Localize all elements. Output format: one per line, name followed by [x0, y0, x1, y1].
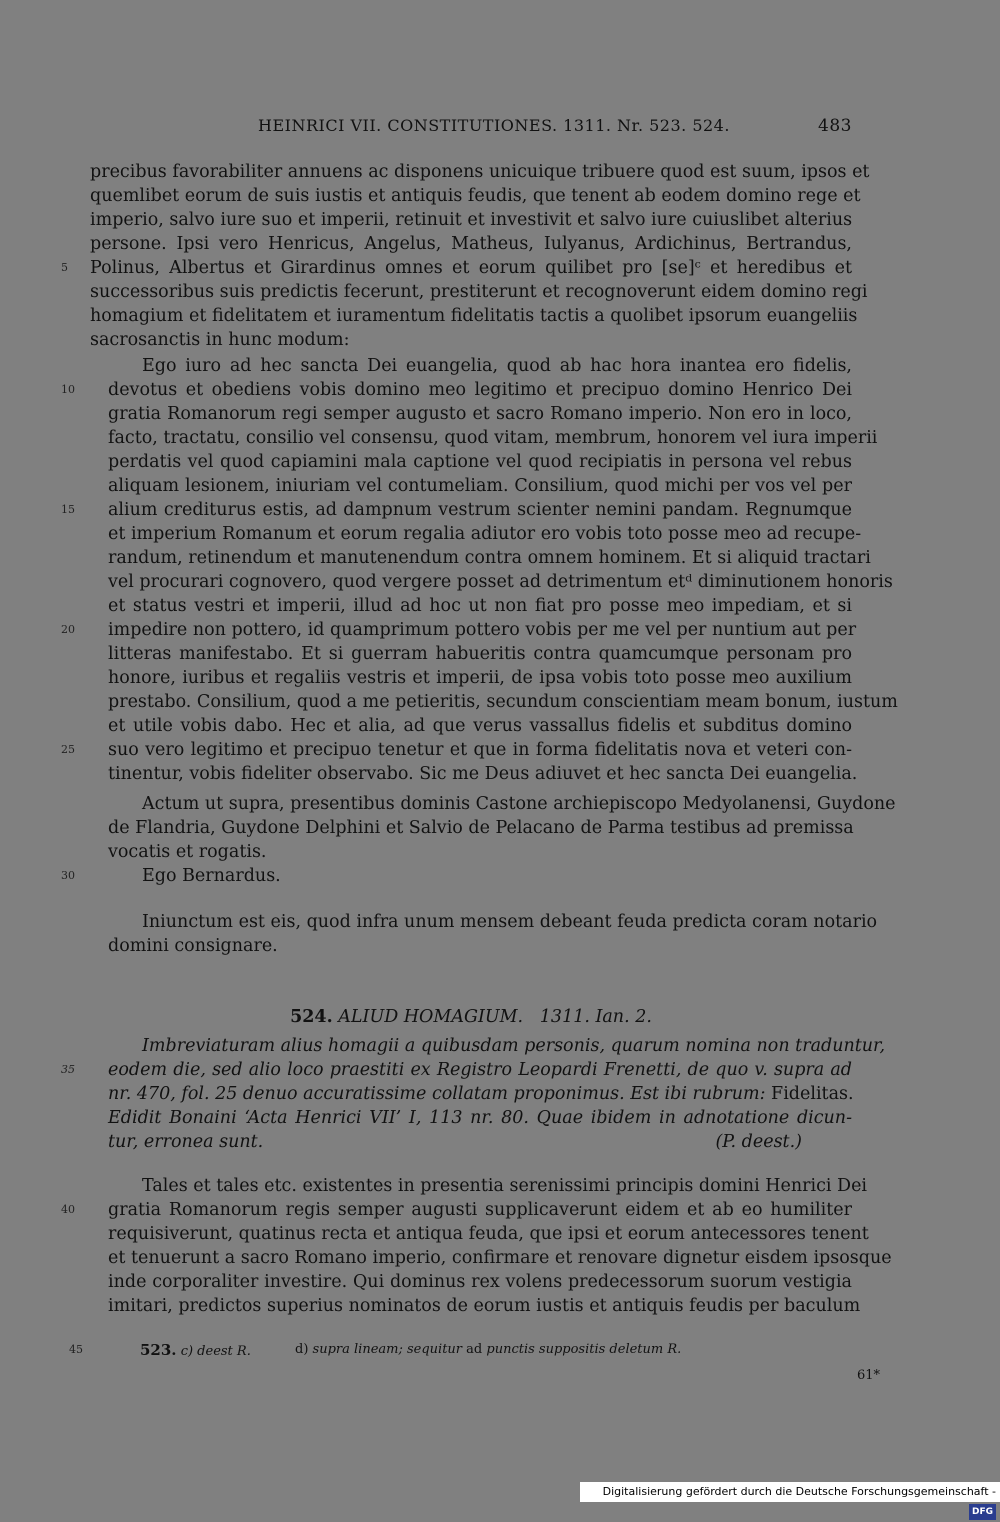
text-line	[108, 1222, 869, 1246]
running-header	[90, 116, 852, 146]
line-text: litteras manifestabo. Et si guerram habueritis contra quamcumque personam pro	[108, 644, 852, 664]
line-text: precibus favorabiliter annuens ac disponens unicuique tribuere quod est suum, ipsos et	[90, 162, 870, 182]
paragraph-homage-524	[61, 1174, 892, 1318]
rubrum-word: Fidelitas.	[765, 1084, 854, 1104]
text-line	[108, 594, 852, 618]
text-line	[108, 666, 852, 690]
page-number: 483	[818, 116, 852, 136]
editorial-introduction	[61, 1034, 886, 1154]
text-line	[108, 1034, 886, 1058]
footnote-c	[140, 1340, 251, 1362]
footnote-d-text-1: supra lineam; sequitur	[312, 1342, 463, 1357]
line-text: imitari, predictos superius nominatos de eorum iustis et antiquis feudis per baculum	[108, 1296, 861, 1316]
text-line	[61, 378, 852, 402]
line-text: imperio, salvo iure suo et imperii, retinuit et investivit et salvo iure cuiuslibet alterius	[90, 210, 853, 230]
text-line	[108, 1106, 852, 1130]
text-line	[108, 1270, 852, 1294]
text-line	[108, 1246, 892, 1270]
footnote-d-text-2: ad	[466, 1342, 483, 1357]
line-number: 15	[61, 503, 75, 516]
text-line	[90, 328, 852, 352]
text-line	[61, 738, 852, 762]
line-text: tur, erronea sunt.	[108, 1132, 264, 1152]
line-text: randum, retinendum et manutenendum contra omnem hominem. Et si aliquid tractari	[108, 548, 871, 568]
line-text: et utile vobis dabo. Hec et alia, ad que verus vassallus fidelis et subditus domino	[108, 716, 852, 736]
document-date: 1311. Ian. 2.	[539, 1007, 652, 1027]
line-text: facto, tractatu, consilio vel consensu, quod vitam, membrum, honorem vel iura imperii	[108, 428, 878, 448]
line-text: vocatis et rogatis.	[108, 842, 267, 862]
text-line	[108, 522, 862, 546]
line-text: suo vero legitimo et precipuo tenetur et que in forma fidelitatis nova et veteri con-	[108, 740, 852, 760]
line-text: gratia Romanorum regi semper augusto et sacro Romano imperio. Non ero in loco,	[108, 404, 852, 424]
text-line	[108, 910, 878, 934]
line-number: 25	[61, 743, 75, 756]
text-line	[108, 840, 852, 864]
line-number: 10	[61, 383, 75, 396]
text-line	[61, 864, 852, 888]
text-line	[108, 762, 858, 786]
line-text: impedire non pottero, id quamprimum pottero vobis per me vel per nuntium aut per	[108, 620, 857, 640]
text-line	[108, 354, 852, 378]
text-line	[61, 256, 852, 280]
dfg-footer-banner	[580, 1482, 1000, 1517]
line-text: Actum ut supra, presentibus dominis Castone archiepiscopo Medyolanensi, Guydone	[142, 794, 896, 814]
line-text: de Flandria, Guydone Delphini et Salvio de Pelacano de Parma testibus ad premissa	[108, 818, 854, 838]
line-text: et imperium Romanum et eorum regalia adiutor ero vobis toto posse meo ad recupe-	[108, 524, 862, 544]
text-line	[90, 160, 870, 184]
text-line	[61, 618, 857, 642]
line-text: gratia Romanorum regis semper augusti supplicaverunt eidem et ab eo humiliter	[108, 1200, 852, 1220]
line-text: devotus et obediens vobis domino meo legitimo et precipuo domino Henrico Dei	[108, 380, 852, 400]
line-text: honore, iuribus et regaliis vestris et imperii, de ipsa vobis toto posse meo auxilium	[108, 668, 852, 688]
line-text: Iniunctum est eis, quod infra unum mensem debeant feuda predicta coram notario	[142, 912, 878, 932]
line-text: aliquam lesionem, iniuriam vel contumeliam. Consilium, quod michi per vos vel per	[108, 476, 852, 496]
line-text: et status vestri et imperii, illud ad hoc ut non fiat pro posse meo impediam, et si	[108, 596, 852, 616]
line-text: tinentur, vobis fideliter observabo. Sic me Deus adiuvet et hec sancta Dei euangelia.	[108, 764, 858, 784]
text-line	[90, 184, 861, 208]
footnote-doc-ref: 523.	[140, 1341, 177, 1359]
line-text: domini consignare.	[108, 936, 278, 956]
line-text: nr. 470, fol. 25 denuo accuratissime collatam proponimus. Est ibi rubrum:	[108, 1084, 766, 1104]
running-title: HEINRICI VII. CONSTITUTIONES. 1311. Nr. 523. 524.	[258, 116, 730, 135]
line-text: Tales et tales etc. existentes in presentia serenissimi principis domini Henrici Dei	[142, 1176, 868, 1196]
line-number: 30	[61, 869, 75, 882]
actum-paragraph	[61, 792, 896, 888]
footnote-c-text: c) deest R.	[180, 1344, 251, 1359]
footnote-d-mark: d)	[295, 1342, 309, 1357]
document-number: 524.	[290, 1007, 333, 1027]
line-text: Ego iuro ad hec sancta Dei euangelia, quod ab hac hora inantea ero fidelis,	[142, 356, 852, 376]
text-line	[108, 714, 852, 738]
footnotes	[69, 1340, 852, 1360]
text-line	[108, 426, 878, 450]
text-line	[108, 934, 852, 958]
line-text: quemlibet eorum de suis iustis et antiquis feudis, que tenent ab eodem domino rege et	[90, 186, 861, 206]
footnote-d	[295, 1340, 681, 1360]
line-text: inde corporaliter investire. Qui dominus rex volens predecessorum suorum vestigia	[108, 1272, 852, 1292]
line-text: Imbreviaturam alius homagii a quibusdam personis, quarum nomina non traduntur,	[142, 1036, 886, 1056]
line-text: eodem die, sed alio loco praestiti ex Registro Leopardi Frenetti, de quo v. supra ad	[108, 1060, 852, 1080]
line-number: 5	[61, 261, 68, 274]
text-line	[61, 1198, 852, 1222]
line-number: 45	[69, 1343, 83, 1356]
oath-text	[61, 354, 898, 786]
line-text: Ego Bernardus.	[142, 866, 281, 886]
text-line	[108, 570, 893, 594]
document-524-heading	[90, 1004, 852, 1030]
paragraph-homage-523	[61, 160, 870, 352]
text-line	[108, 642, 852, 666]
text-line	[108, 1294, 861, 1318]
line-text: homagium et fidelitatem et iuramentum fidelitatis tactis a quolibet ipsorum euangeliis	[90, 306, 858, 326]
text-line	[90, 304, 858, 328]
line-text: persone. Ipsi vero Henricus, Angelus, Matheus, Iulyanus, Ardichinus, Bertrandus,	[90, 234, 852, 254]
source-sigla: (P. deest.)	[715, 1132, 802, 1152]
line-number: 20	[61, 623, 75, 636]
text-line	[108, 1082, 852, 1106]
text-line	[108, 450, 852, 474]
signature-mark: 61*	[856, 1368, 880, 1383]
text-line	[108, 1174, 868, 1198]
line-text: requisiverunt, quatinus recta et antiqua feuda, que ipsi et eorum antecessores tenent	[108, 1224, 869, 1244]
line-number: 40	[61, 1203, 75, 1216]
text-line	[90, 280, 868, 304]
footer-text: Digitalisierung gefördert durch die Deutsche Forschungsgemeinschaft -	[602, 1485, 996, 1498]
line-text: Polinus, Albertus et Girardinus omnes et eorum quilibet pro [se]ᶜ et heredibus et	[90, 258, 852, 278]
iniunctum-paragraph	[90, 910, 878, 958]
text-line	[108, 1130, 852, 1154]
footnote-d-text-3: punctis suppositis deletum R.	[486, 1342, 682, 1357]
text-line	[108, 402, 852, 426]
document-title: ALIUD HOMAGIUM.	[338, 1007, 524, 1027]
line-number: 35	[61, 1063, 75, 1076]
dfg-logo: DFG	[969, 1504, 996, 1520]
line-text: sacrosanctis in hunc modum:	[90, 330, 350, 350]
line-text: Edidit Bonaini ‘Acta Henrici VII’ I, 113 nr. 80. Quae ibidem in adnotatione dicun-	[108, 1108, 852, 1128]
text-line	[108, 690, 898, 714]
text-line	[108, 474, 852, 498]
line-text: vel procurari cognovero, quod vergere posset ad detrimentum etᵈ diminutionem honoris	[108, 572, 893, 592]
line-text: prestabo. Consilium, quod a me petieritis, secundum conscientiam meam bonum, iustum	[108, 692, 898, 712]
text-line	[61, 1058, 852, 1082]
text-line	[108, 792, 896, 816]
line-text: successoribus suis predictis fecerunt, prestiterunt et recognoverunt eidem domino regi	[90, 282, 868, 302]
text-line	[108, 816, 852, 840]
line-text: perdatis vel quod capiamini mala captione vel quod recipiatis in persona vel rebus	[108, 452, 852, 472]
line-text: et tenuerunt a sacro Romano imperio, confirmare et renovare dignetur eisdem ipsosque	[108, 1248, 892, 1268]
text-line	[108, 546, 871, 570]
text-line	[90, 232, 852, 256]
text-line	[90, 208, 852, 232]
text-line	[61, 498, 852, 522]
line-text: alium crediturus estis, ad dampnum vestrum scienter nemini pandam. Regnumque	[108, 500, 852, 520]
